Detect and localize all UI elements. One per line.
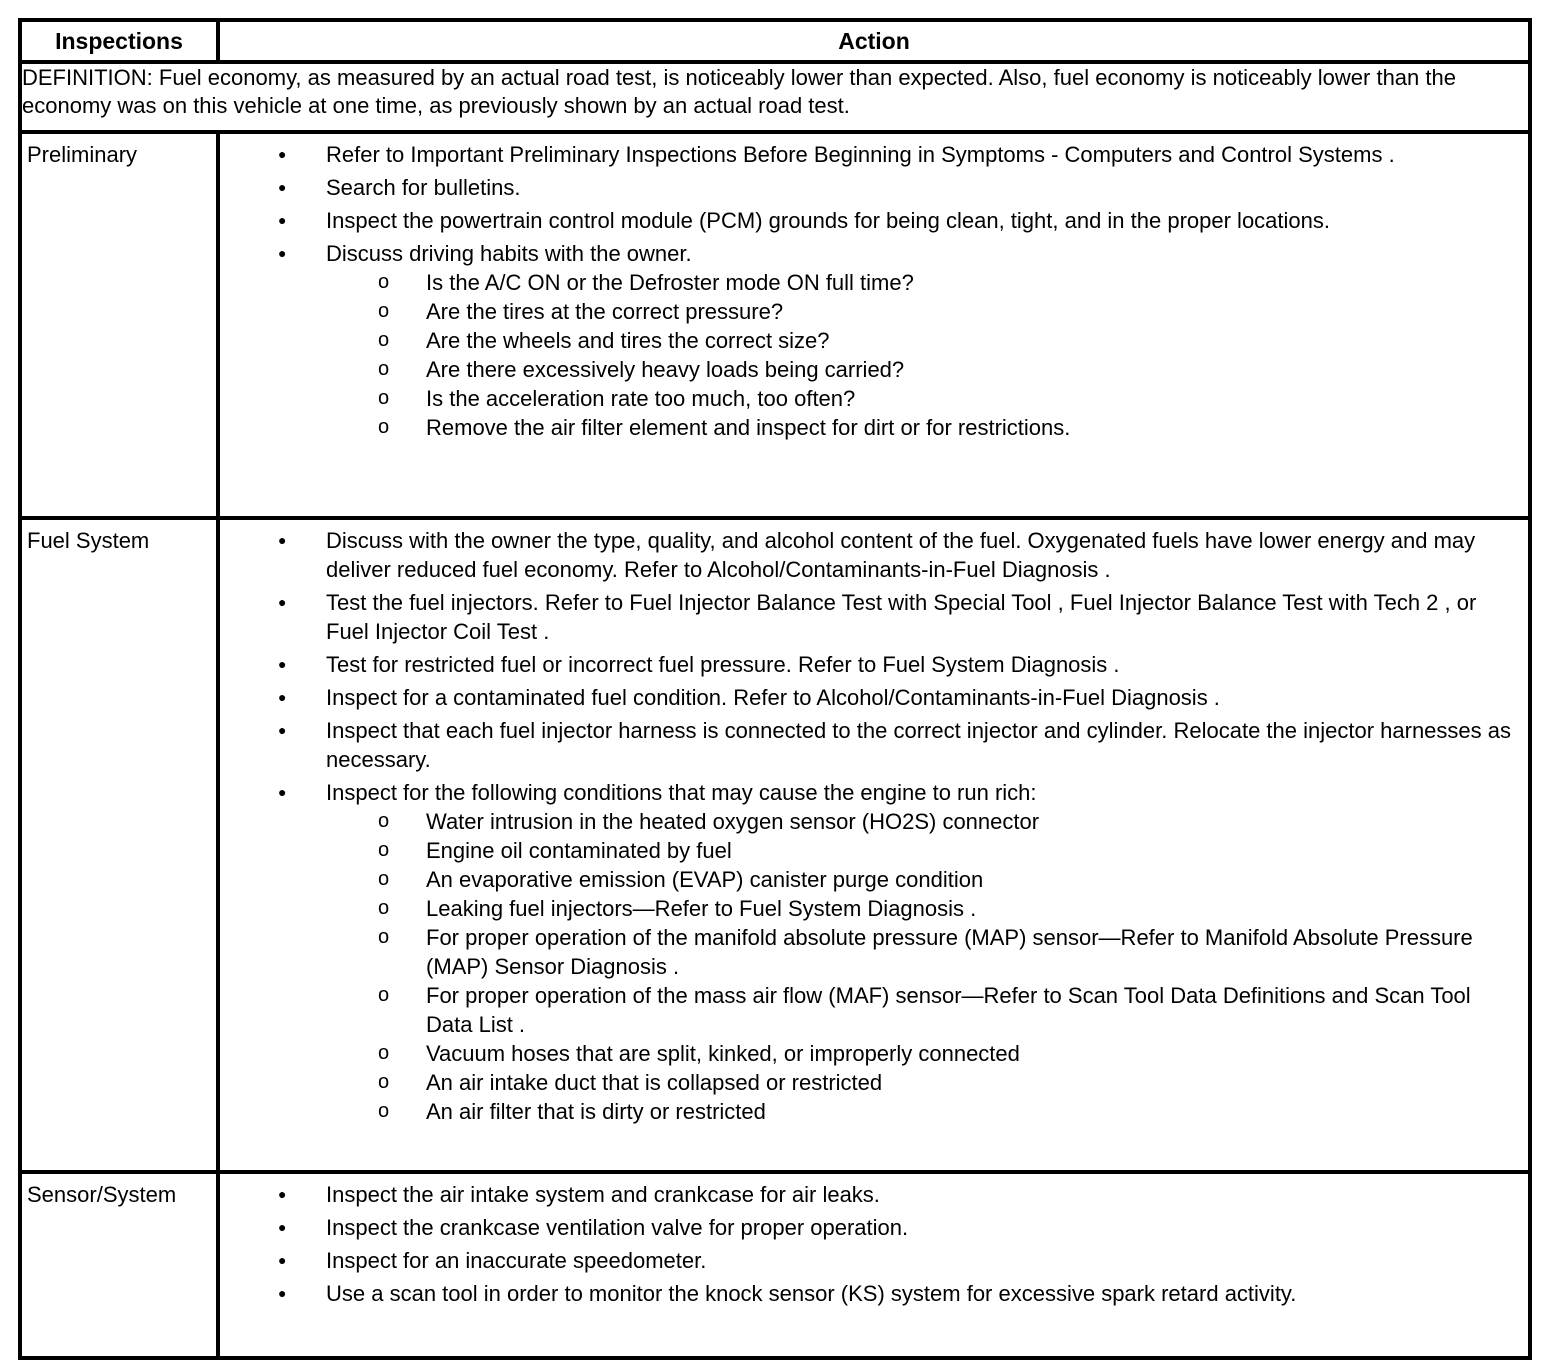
sub-item bbox=[220, 981, 1522, 1039]
header-inspections: Inspections bbox=[20, 20, 218, 62]
action-item bbox=[220, 683, 1528, 712]
action-list bbox=[220, 134, 1528, 442]
row-actions-cell bbox=[218, 1172, 1530, 1358]
action-item bbox=[220, 1180, 1528, 1209]
action-list bbox=[220, 520, 1528, 1126]
sub-item bbox=[220, 807, 1522, 836]
sub-item bbox=[220, 923, 1522, 981]
sub-text: Is the acceleration rate too much, too often? bbox=[426, 386, 856, 411]
sub-text: Water intrusion in the heated oxygen sensor (HO2S) connector bbox=[426, 809, 1040, 834]
header-action: Action bbox=[218, 20, 1530, 62]
row-fuel-system bbox=[20, 518, 1530, 1172]
sub-list bbox=[220, 268, 1522, 442]
action-text: Inspect the air intake system and crankcase for air leaks. bbox=[326, 1182, 880, 1207]
sub-text: Leaking fuel injectors—Refer to Fuel System Diagnosis . bbox=[426, 896, 977, 921]
sub-text: An air intake duct that is collapsed or restricted bbox=[426, 1070, 883, 1095]
action-item bbox=[220, 140, 1528, 169]
bullet-icon: ● bbox=[278, 722, 287, 738]
row-label-cell bbox=[20, 132, 218, 518]
row-sensor-system bbox=[20, 1172, 1530, 1358]
action-text: Inspect the powertrain control module (PCM) grounds for being clean, tight, and in the proper locations. bbox=[326, 208, 1330, 233]
sub-item bbox=[220, 836, 1522, 865]
action-text: Inspect the crankcase ventilation valve for proper operation. bbox=[326, 1215, 909, 1240]
circle-bullet-icon: o bbox=[378, 1100, 390, 1122]
action-item bbox=[220, 1279, 1528, 1308]
row-label-cell bbox=[20, 1172, 218, 1358]
sub-text: Engine oil contaminated by fuel bbox=[426, 838, 732, 863]
action-item bbox=[220, 173, 1528, 202]
bullet-icon: ● bbox=[278, 784, 287, 800]
circle-bullet-icon: o bbox=[378, 329, 390, 351]
sub-item bbox=[220, 865, 1522, 894]
bullet-icon: ● bbox=[278, 212, 287, 228]
bullet-icon: ● bbox=[278, 1285, 287, 1301]
sub-list bbox=[220, 807, 1522, 1126]
sub-text: For proper operation of the manifold absolute pressure (MAP) sensor—Refer to Manifold Absolute Pressure (MAP) Sensor Diagnosis . bbox=[426, 925, 1473, 979]
sub-text: Vacuum hoses that are split, kinked, or improperly connected bbox=[426, 1041, 1020, 1066]
bullet-icon: ● bbox=[278, 594, 287, 610]
sub-item bbox=[220, 355, 1522, 384]
sub-item bbox=[220, 1068, 1522, 1097]
row-actions-cell bbox=[218, 132, 1530, 518]
bullet-icon: ● bbox=[278, 689, 287, 705]
inspection-table bbox=[18, 18, 1532, 1360]
sub-text: Are there excessively heavy loads being carried? bbox=[426, 357, 905, 382]
action-item bbox=[220, 716, 1528, 774]
action-text: Search for bulletins. bbox=[326, 175, 521, 200]
circle-bullet-icon: o bbox=[378, 1042, 390, 1064]
action-text: Discuss with the owner the type, quality, and alcohol content of the fuel. Oxygenated fuels have lower energy and may deliver reduced fuel economy. Refer to Alcohol/Contaminants-in-Fuel Diagnosis . bbox=[326, 528, 1476, 582]
circle-bullet-icon: o bbox=[378, 810, 390, 832]
bullet-icon: ● bbox=[278, 532, 287, 548]
action-item bbox=[220, 239, 1528, 442]
row-label: Preliminary bbox=[27, 142, 138, 167]
bullet-icon: ● bbox=[278, 179, 287, 195]
bullet-icon: ● bbox=[278, 1219, 287, 1235]
circle-bullet-icon: o bbox=[378, 1071, 390, 1093]
bullet-icon: ● bbox=[278, 146, 287, 162]
action-item bbox=[220, 526, 1528, 584]
circle-bullet-icon: o bbox=[378, 358, 390, 380]
sub-item bbox=[220, 297, 1522, 326]
sub-item bbox=[220, 894, 1522, 923]
circle-bullet-icon: o bbox=[378, 416, 390, 438]
action-item bbox=[220, 588, 1528, 646]
sub-text: An air filter that is dirty or restricted bbox=[426, 1099, 766, 1124]
action-item bbox=[220, 206, 1528, 235]
sub-text: Is the A/C ON or the Defroster mode ON full time? bbox=[426, 270, 914, 295]
bullet-icon: ● bbox=[278, 656, 287, 672]
bullet-icon: ● bbox=[278, 1252, 287, 1268]
circle-bullet-icon: o bbox=[378, 984, 390, 1006]
sub-item bbox=[220, 384, 1522, 413]
row-actions-cell bbox=[218, 518, 1530, 1172]
row-label: Sensor/System bbox=[27, 1182, 177, 1207]
action-item bbox=[220, 1213, 1528, 1242]
action-list bbox=[220, 1174, 1528, 1308]
sub-item bbox=[220, 1039, 1522, 1068]
sub-text: For proper operation of the mass air flow (MAF) sensor—Refer to Scan Tool Data Definitions and Scan Tool Data List . bbox=[426, 983, 1471, 1037]
sub-text: An evaporative emission (EVAP) canister purge condition bbox=[426, 867, 984, 892]
sub-text: Remove the air filter element and inspect for dirt or for restrictions. bbox=[426, 415, 1071, 440]
action-text: Inspect that each fuel injector harness is connected to the correct injector and cylinder. Relocate the injector harnesses as necessary. bbox=[326, 718, 1511, 772]
sub-text: Are the wheels and tires the correct size? bbox=[426, 328, 830, 353]
definition-text: DEFINITION: Fuel economy, as measured by an actual road test, is noticeably lower than expected. Also, fuel economy is noticeably lower than the economy was on this vehicle at one time, as previously shown by an actual road test. bbox=[20, 62, 1530, 132]
action-text: Inspect for an inaccurate speedometer. bbox=[326, 1248, 707, 1273]
sub-item bbox=[220, 268, 1522, 297]
bullet-icon: ● bbox=[278, 1186, 287, 1202]
header-row bbox=[20, 20, 1530, 62]
circle-bullet-icon: o bbox=[378, 868, 390, 890]
circle-bullet-icon: o bbox=[378, 897, 390, 919]
bullet-icon: ● bbox=[278, 245, 287, 261]
circle-bullet-icon: o bbox=[378, 839, 390, 861]
circle-bullet-icon: o bbox=[378, 926, 390, 948]
action-item bbox=[220, 1246, 1528, 1275]
action-text: Test for restricted fuel or incorrect fuel pressure. Refer to Fuel System Diagnosis . bbox=[326, 652, 1120, 677]
definition-row bbox=[20, 62, 1530, 132]
action-item bbox=[220, 650, 1528, 679]
circle-bullet-icon: o bbox=[378, 387, 390, 409]
action-item bbox=[220, 778, 1528, 1126]
sub-item bbox=[220, 1097, 1522, 1126]
sub-item bbox=[220, 413, 1522, 442]
action-text: Inspect for a contaminated fuel condition. Refer to Alcohol/Contaminants-in-Fuel Diagnosis . bbox=[326, 685, 1220, 710]
action-text: Test the fuel injectors. Refer to Fuel Injector Balance Test with Special Tool , Fuel Injector Balance Test with Tech 2 , or Fuel Injector Coil Test . bbox=[326, 590, 1477, 644]
sub-item bbox=[220, 326, 1522, 355]
action-text: Refer to Important Preliminary Inspections Before Beginning in Symptoms - Computers and Control Systems . bbox=[326, 142, 1395, 167]
circle-bullet-icon: o bbox=[378, 300, 390, 322]
action-text: Use a scan tool in order to monitor the knock sensor (KS) system for excessive spark retard activity. bbox=[326, 1281, 1297, 1306]
row-label: Fuel System bbox=[27, 528, 150, 553]
row-preliminary bbox=[20, 132, 1530, 518]
circle-bullet-icon: o bbox=[378, 271, 390, 293]
row-label-cell bbox=[20, 518, 218, 1172]
action-text: Discuss driving habits with the owner. bbox=[326, 241, 692, 266]
sub-text: Are the tires at the correct pressure? bbox=[426, 299, 784, 324]
action-text: Inspect for the following conditions that may cause the engine to run rich: bbox=[326, 780, 1037, 805]
